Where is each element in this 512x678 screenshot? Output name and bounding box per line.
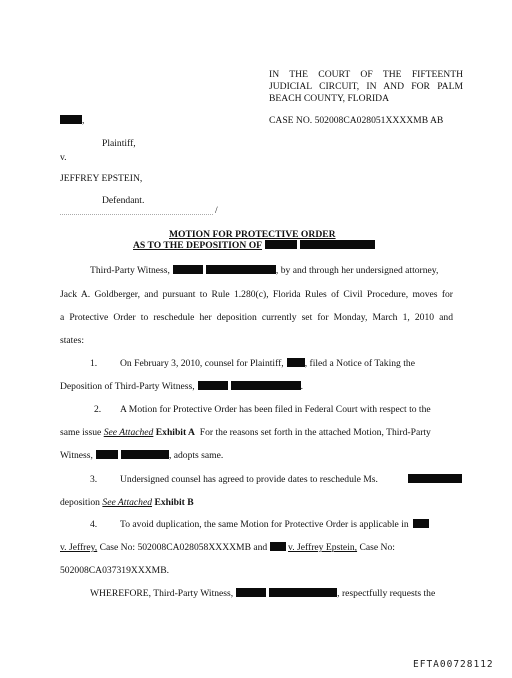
court-name-line-2: JUDICIAL CIRCUIT, IN AND FOR PALM xyxy=(269,81,463,92)
redaction-bar xyxy=(198,381,228,390)
motion-title-line-1: MOTION FOR PROTECTIVE ORDER xyxy=(169,229,336,240)
case-number: CASE NO. 502008CA028051XXXXMB AB xyxy=(269,115,444,126)
redaction-bar xyxy=(265,240,297,249)
redaction-bar xyxy=(287,358,305,367)
paragraph-3-number: 3. xyxy=(90,474,98,485)
paragraph-1-line-1: On February 3, 2010, counsel for Plaintiff, , filed a Notice of Taking the xyxy=(120,358,415,369)
redaction-bar xyxy=(206,265,276,274)
paragraph-3-line-2: deposition See Attached Exhibit B xyxy=(60,497,194,508)
wherefore-line: WHEREFORE, Third-Party Witness, , respectfully requests the xyxy=(90,588,436,599)
redaction-bar xyxy=(96,450,118,459)
motion-title-line-2: AS TO THE DEPOSITION OF xyxy=(133,240,375,251)
redaction-bar xyxy=(236,588,266,597)
plaintiff-label: Plaintiff, xyxy=(102,138,136,149)
intro-line-2: Jack A. Goldberger, and pursuant to Rule 1.280(c), Florida Rules of Civil Procedure, moves for xyxy=(60,289,453,300)
redaction-bar xyxy=(231,381,301,390)
plaintiff-name: , xyxy=(60,115,84,126)
intro-line-4: states: xyxy=(60,335,84,346)
caption-divider xyxy=(60,214,213,215)
paragraph-2-line-2: same issue See Attached Exhibit A For the reasons set forth in the attached Motion, Third-Party xyxy=(60,427,431,438)
paragraph-1-number: 1. xyxy=(90,358,98,369)
bates-number: EFTA00728112 xyxy=(413,659,494,670)
redaction-bar xyxy=(173,265,203,274)
paragraph-4-line-1: To avoid duplication, the same Motion for Protective Order is applicable in xyxy=(120,519,429,530)
redaction-bar xyxy=(300,240,375,249)
redaction-bar xyxy=(270,542,286,551)
court-name-line-3: BEACH COUNTY, FLORIDA xyxy=(269,93,390,104)
paragraph-4-line-2: v. Jeffrey, Case No: 502008CA028058XXXXMB and v. Jeffrey Epstein, Case No: xyxy=(60,542,395,553)
intro-line-3: a Protective Order to reschedule her deposition currently set for Monday, March 1, 2010 and xyxy=(60,312,453,323)
paragraph-2-line-3: Witness, , adopts same. xyxy=(60,450,224,461)
paragraph-2-number: 2. xyxy=(94,404,102,415)
redaction-bar xyxy=(413,519,429,528)
paragraph-1-line-2: Deposition of Third-Party Witness, . xyxy=(60,381,304,392)
paragraph-4-number: 4. xyxy=(90,519,98,530)
paragraph-2-line-1: A Motion for Protective Order has been filed in Federal Court with respect to the xyxy=(120,404,431,415)
paragraph-4-line-3: 502008CA037319XXXMB. xyxy=(60,565,170,576)
court-name-line-1: IN THE COURT OF THE FIFTEENTH xyxy=(269,69,463,80)
defendant-label: Defendant. xyxy=(102,195,145,206)
intro-line-1: Third-Party Witness, , by and through her undersigned attorney, xyxy=(90,265,439,276)
redaction-bar xyxy=(408,474,462,483)
redaction-bar xyxy=(60,115,82,124)
redaction-bar xyxy=(121,450,169,459)
caption-slash: / xyxy=(215,205,218,216)
defendant-name: JEFFREY EPSTEIN, xyxy=(60,173,143,184)
redaction-bar xyxy=(269,588,337,597)
versus: v. xyxy=(60,152,67,163)
paragraph-3-line-1: Undersigned counsel has agreed to provide dates to reschedule Ms. xyxy=(120,474,462,485)
